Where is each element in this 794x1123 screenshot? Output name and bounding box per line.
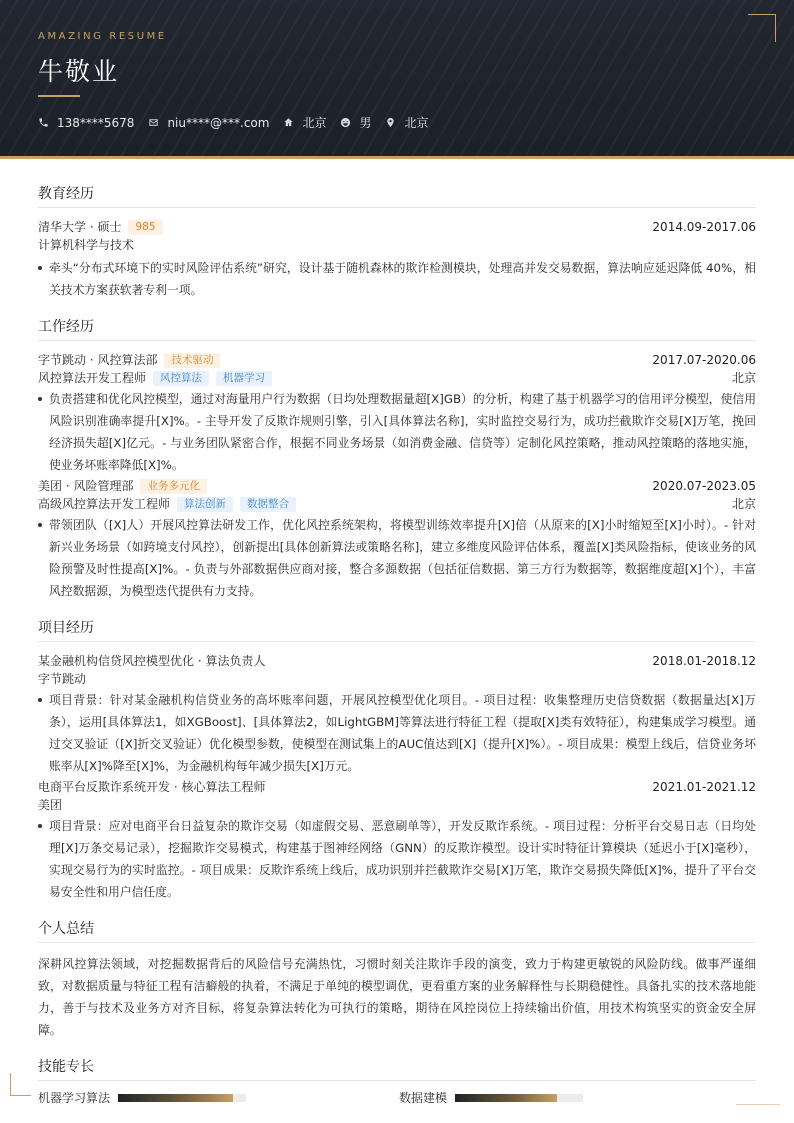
education-bullet: 牵头“分布式环境下的实时风险评估系统”研究，设计基于随机森林的欺诈检测模块，处理高并发交易数据，算法响应延迟降低 40%，相关技术方案获软著专利一项。 xyxy=(38,257,756,301)
project-item xyxy=(38,778,756,903)
section-title: 项目经历 xyxy=(38,619,756,642)
job-item xyxy=(38,351,756,476)
project-bullet: 项目背景：应对电商平台日益复杂的欺诈交易（如虚假交易、恶意刷单等），开发反欺诈系统。- 项目过程：分析平台交易日志（日均处理[X]万条交易记录），挖掘欺诈交易模式，构建基于图神经网络（GNN）的反欺诈模型。设计实时特征计算模块（延迟小于[X]毫秒），实现交易行为的实时监控。- 项目成果：反欺诈系统上线后，成功识别并拦截欺诈交易[X]万笔，欺诈交易损失降低[X]%，提升了平台交易安全性和用户信任度。 xyxy=(38,815,756,903)
contact-email xyxy=(148,116,269,130)
project-bullet: 项目背景：针对某金融机构信贷业务的高坏账率问题，开展风控模型优化项目。- 项目过程：收集整理历史信贷数据（数据量达[X]万条），运用[具体算法1，如XGBoost]、[具体算法2，如LightGBM]等算法进行特征工程（提取[X]类有效特征），构建集成学习模型。通过交叉验证（[X]折交叉验证）优化模型参数，使模型在测试集上的AUC值达到[X]（提升[X]%）。- 项目成果：模型上线后，信贷业务坏账率从[X]%降至[X]%，为金融机构每年减少损失[X]万元。 xyxy=(38,689,756,777)
skill-fill xyxy=(118,1094,233,1102)
contact-text: 138****5678 xyxy=(57,115,135,130)
job-header xyxy=(38,477,756,495)
mail-icon xyxy=(148,117,159,128)
job-header xyxy=(38,351,756,369)
phone-icon xyxy=(38,117,49,128)
contact-home xyxy=(283,114,326,131)
project-org: 美团 xyxy=(38,798,63,812)
major: 计算机科学与技术 xyxy=(38,238,135,252)
project-header xyxy=(38,652,756,670)
company-name: 美团 · 风险管理部 xyxy=(38,479,134,493)
candidate-name: 牛敬业 xyxy=(38,57,120,86)
summary-text: 深耕风控算法领域，对挖掘数据背后的风险信号充满热忱，习惯时刻关注欺诈手段的演变，致力于构建更敏锐的风险防线。做事严谨细致，对数据质量与特征工程有洁癖般的执着，不满足于单纯的模型调优，更看重方案的业务解释性与长期稳健性。具备扎实的技术落地能力，善于与技术及业务方对齐目标，将复杂算法转化为可执行的策略，期待在风控岗位上持续输出价值，用技术构筑坚实的资金安全屏障。 xyxy=(38,957,756,1037)
contact-phone xyxy=(38,116,134,130)
resume-body xyxy=(38,185,756,1106)
role-tag: 算法创新 xyxy=(177,497,233,512)
role-tag: 风控算法 xyxy=(153,371,209,386)
skill-name: 数据建模 xyxy=(399,1091,448,1105)
skill-name: 机器学习算法 xyxy=(38,1091,111,1105)
skills-section xyxy=(38,1058,756,1106)
footer-line xyxy=(736,1104,780,1105)
job-role: 风控算法开发工程师 xyxy=(38,371,147,385)
project-org-row xyxy=(38,796,756,814)
job-date: 2017.07-2020.06 xyxy=(652,353,756,367)
job-bullet: 负责搭建和优化风控模型，通过对海量用户行为数据（日均处理数据量超[X]GB）的分析，构建了基于机器学习的信用评分模型，使信用风险识别准确率提升[X]%。- 主导开发了反欺诈规则引擎，引入[具体算法名称]，实时监控交易行为，成功拦截欺诈交易[X]万笔，挽回经济损失超[X]亿元。- 与业务团队紧密合作，根据不同业务场景（如消费金融、信贷等）定制化风控策略，推动风控策略的落地实施，使业务坏账率降低[X]%。 xyxy=(38,388,756,476)
contact-gender xyxy=(340,114,371,131)
home-icon xyxy=(283,117,294,128)
section-title: 个人总结 xyxy=(38,920,756,943)
school-name: 清华大学 · 硕士 xyxy=(38,220,122,234)
contact-location xyxy=(385,114,428,131)
project-date: 2021.01-2021.12 xyxy=(652,780,756,794)
location-icon xyxy=(385,117,396,128)
contact-text: 北京 xyxy=(404,116,429,130)
skill-item xyxy=(399,1089,583,1106)
project-org-row xyxy=(38,670,756,688)
project-item xyxy=(38,652,756,777)
role-tag: 数据整合 xyxy=(240,497,296,512)
education-section xyxy=(38,185,756,301)
job-role: 高级风控算法开发工程师 xyxy=(38,497,171,511)
job-city: 北京 xyxy=(731,497,756,511)
header-divider xyxy=(0,156,794,159)
job-role-row xyxy=(38,369,756,387)
education-major-row xyxy=(38,236,756,254)
skill-item xyxy=(38,1089,399,1106)
job-role-row xyxy=(38,495,756,513)
contact-list xyxy=(38,114,443,131)
job-city: 北京 xyxy=(731,371,756,385)
corner-ornament xyxy=(748,14,776,42)
role-tag: 机器学习 xyxy=(216,371,272,386)
corner-ornament xyxy=(10,1073,31,1096)
skill-fill xyxy=(455,1094,557,1102)
project-org: 字节跳动 xyxy=(38,672,87,686)
school-tag: 985 xyxy=(128,220,162,235)
work-section xyxy=(38,318,756,602)
projects-section xyxy=(38,619,756,903)
company-tag: 技术驱动 xyxy=(164,353,220,368)
contact-text: 男 xyxy=(359,116,372,130)
job-bullet: 带领团队（[X]人）开展风控算法研发工作，优化风控系统架构，将模型训练效率提升[X]倍（从原来的[X]小时缩短至[X]小时）。- 针对新兴业务场景（如跨境支付风控），创新提出[具体创新算法或策略名称]，建立多维度风险评估体系，覆盖[X]类风险指标，使该业务的风险预警及时性提高[X]%。- 负责与外部数据供应商对接，整合多源数据（包括征信数据、第三方行为数据等，数据维度超[X]个），丰富风控数据源，为模型迭代提供有力支持。 xyxy=(38,514,756,602)
company-tag: 业务多元化 xyxy=(140,479,207,494)
education-date: 2014.09-2017.06 xyxy=(652,220,756,234)
contact-text: 北京 xyxy=(302,116,327,130)
section-title: 技能专长 xyxy=(38,1058,756,1081)
summary-section xyxy=(38,920,756,1041)
project-name: 某金融机构信贷风控模型优化 · 算法负责人 xyxy=(38,654,266,668)
section-title: 工作经历 xyxy=(38,318,756,341)
project-header xyxy=(38,778,756,796)
project-date: 2018.01-2018.12 xyxy=(652,654,756,668)
job-date: 2020.07-2023.05 xyxy=(652,479,756,493)
job-item xyxy=(38,477,756,602)
skill-bar xyxy=(455,1094,583,1102)
project-name: 电商平台反欺诈系统开发 · 核心算法工程师 xyxy=(38,780,266,794)
company-name: 字节跳动 · 风控算法部 xyxy=(38,353,158,367)
contact-text: niu****@***.com xyxy=(167,115,270,130)
header-eyebrow: AMAZING RESUME xyxy=(38,31,167,42)
section-title: 教育经历 xyxy=(38,185,756,208)
gender-icon xyxy=(340,117,351,128)
skill-bar xyxy=(118,1094,246,1102)
name-underline xyxy=(38,95,80,97)
skill-list xyxy=(38,1089,756,1106)
education-header xyxy=(38,218,756,236)
resume-header xyxy=(0,0,794,156)
